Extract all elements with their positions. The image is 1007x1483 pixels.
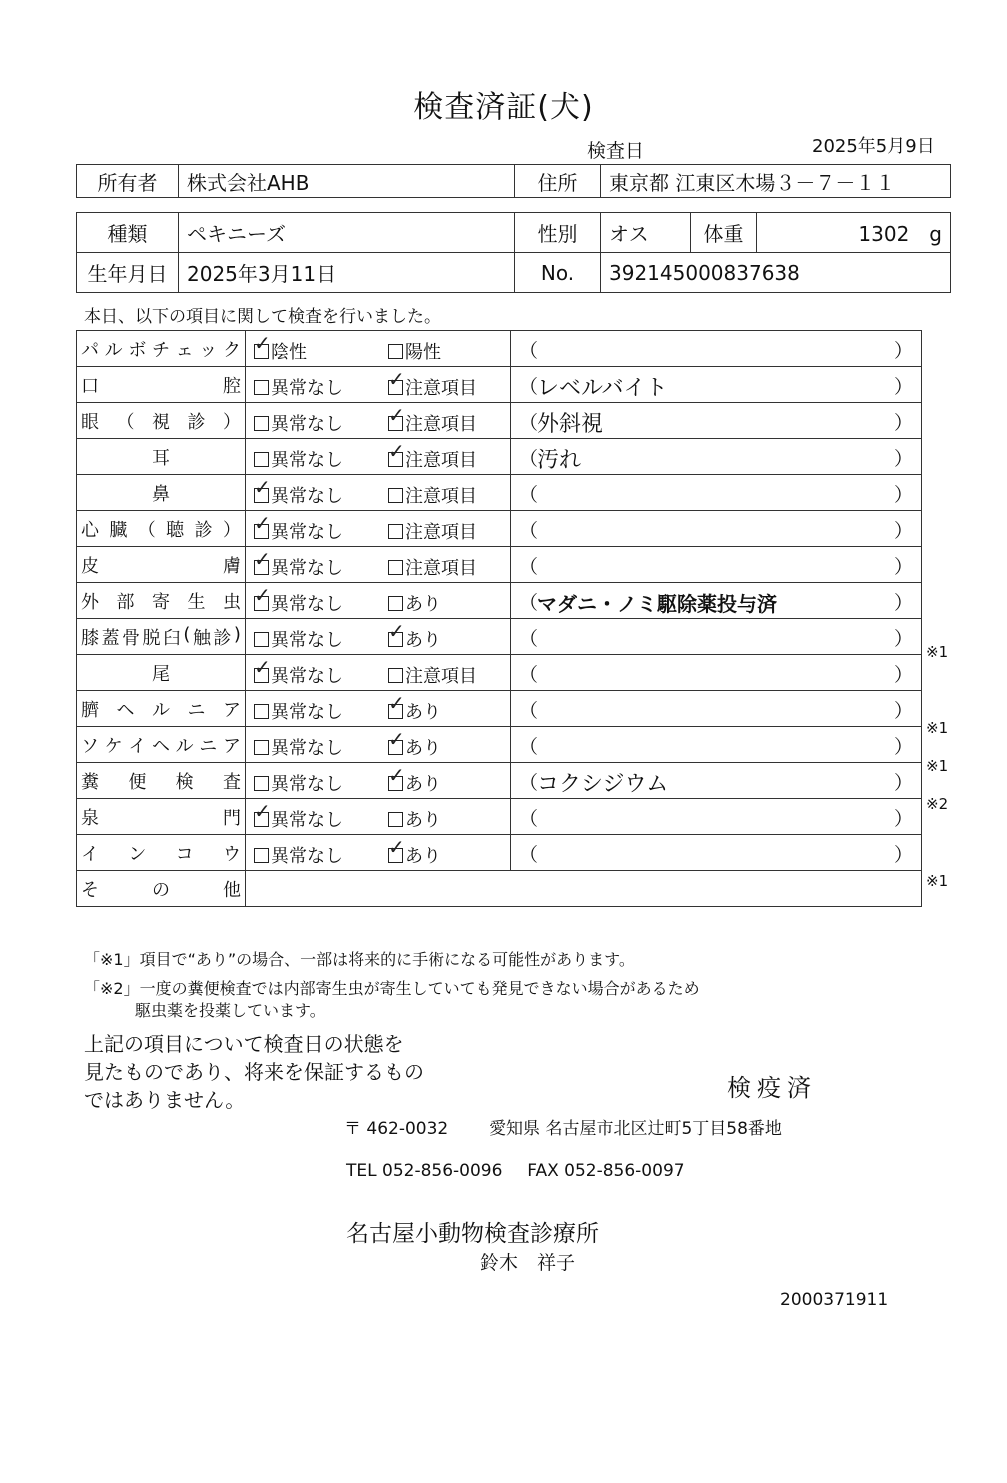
checked-checkbox-icon	[254, 798, 271, 827]
exam-item-name	[77, 655, 246, 691]
checkbox-icon	[388, 488, 403, 503]
checkbox-icon	[388, 668, 403, 683]
exam-row	[77, 619, 922, 655]
exam-item-label: 尾	[152, 663, 170, 685]
exam-note	[511, 403, 922, 439]
option-label: 注意項目	[405, 414, 477, 435]
close-paren: ）	[893, 556, 913, 578]
option-attention	[388, 834, 441, 868]
exam-options	[246, 439, 511, 475]
exam-note	[511, 727, 922, 763]
check-mark-icon: ✓	[388, 762, 405, 787]
option-label: 異常なし	[271, 738, 343, 759]
check-mark-icon: ✓	[254, 330, 271, 355]
option-label: 異常なし	[271, 522, 343, 543]
exam-row	[77, 799, 922, 835]
option-attention	[388, 726, 441, 760]
exam-row	[77, 727, 922, 763]
exam-options	[246, 511, 511, 547]
exam-note	[511, 367, 922, 403]
checkbox-icon	[388, 344, 403, 359]
option-normal	[254, 374, 343, 400]
checked-checkbox-icon	[388, 438, 405, 467]
exam-note-text: 汚れ	[537, 448, 582, 473]
checkbox-icon	[254, 416, 269, 431]
check-mark-icon: ✓	[388, 438, 405, 463]
clinic-contact-line	[346, 1161, 685, 1181]
exam-item-label: 糞 便 検 査	[81, 771, 241, 793]
exam-item-name	[77, 367, 246, 403]
exam-options	[246, 475, 511, 511]
exam-row	[77, 763, 922, 799]
option-normal	[254, 734, 343, 760]
clinic-tel: TEL 052-856-0096	[346, 1161, 503, 1181]
option-label: 注意項目	[405, 522, 477, 543]
serial-number: 2000371911	[780, 1290, 889, 1310]
exam-note	[511, 655, 922, 691]
open-paren: （	[519, 628, 539, 650]
option-label: 異常なし	[271, 558, 343, 579]
exam-item-label: 心 臓 （ 聴 診 ）	[81, 519, 241, 541]
option-label: 異常なし	[271, 450, 343, 471]
no-label: No.	[515, 253, 601, 293]
open-paren: （	[519, 808, 539, 830]
exam-item-label: 膝 蓋 骨 脱 臼 ( 触 診 )	[81, 623, 241, 649]
option-attention	[388, 662, 477, 688]
exam-options	[246, 727, 511, 763]
close-paren: ）	[893, 592, 913, 614]
checked-checkbox-icon	[254, 582, 271, 611]
exam-note-text: コクシジウム	[537, 772, 669, 797]
exam-item-name	[77, 871, 246, 907]
open-paren: （	[519, 772, 539, 794]
open-paren: （	[519, 664, 539, 686]
check-mark-icon: ✓	[388, 690, 405, 715]
option-attention	[388, 618, 441, 652]
checkbox-icon	[388, 560, 403, 575]
option-label: あり	[405, 774, 441, 795]
exam-date-label: 検査日	[587, 140, 645, 162]
option-label: 異常なし	[271, 774, 343, 795]
open-paren: （	[519, 376, 539, 398]
address-label: 住所	[515, 165, 601, 198]
checked-checkbox-icon	[388, 834, 405, 863]
exam-note	[511, 547, 922, 583]
exam-row	[77, 367, 922, 403]
exam-note	[511, 331, 922, 367]
close-paren: ）	[893, 340, 913, 362]
exam-options	[246, 331, 511, 367]
option-attention	[388, 762, 441, 796]
exam-row	[77, 691, 922, 727]
exam-item-label: 鼻	[152, 483, 170, 505]
exam-note-text: レベルバイト	[537, 376, 668, 401]
exam-item-label: 臍 ヘ ル ニ ア	[81, 699, 241, 721]
option-normal	[254, 626, 343, 652]
open-paren: （	[519, 844, 539, 866]
footnote-mark: ※1	[926, 642, 949, 661]
exam-other-cell	[246, 871, 922, 907]
option-normal	[254, 446, 343, 472]
exam-row	[77, 439, 922, 475]
owner-label: 所有者	[77, 165, 179, 198]
no-value: 392145000837638	[601, 253, 951, 293]
exam-note	[511, 691, 922, 727]
checked-checkbox-icon	[388, 726, 405, 755]
option-label: 注意項目	[405, 450, 477, 471]
disclaimer	[84, 1030, 424, 1114]
exam-item-label: そ の 他	[81, 879, 241, 901]
birth-label: 生年月日	[77, 253, 179, 293]
checked-checkbox-icon	[388, 366, 405, 395]
address-value: 東京都 江東区木場３－７－１１	[601, 165, 951, 198]
document-title: 検査済証(犬)	[413, 90, 594, 125]
checkbox-icon	[254, 848, 269, 863]
exam-options	[246, 763, 511, 799]
option-attention	[388, 590, 441, 616]
option-label: 異常なし	[271, 594, 343, 615]
open-paren: （	[519, 592, 539, 614]
option-label: 注意項目	[405, 558, 477, 579]
close-paren: ）	[893, 700, 913, 722]
exam-options	[246, 691, 511, 727]
breed-value: ペキニーズ	[179, 213, 515, 253]
owner-table	[76, 164, 951, 198]
pet-table	[76, 212, 951, 293]
exam-note	[511, 439, 922, 475]
checked-checkbox-icon	[254, 330, 271, 359]
open-paren: （	[519, 484, 539, 506]
exam-row	[77, 655, 922, 691]
option-label: あり	[405, 810, 441, 831]
option-normal	[254, 770, 343, 796]
clinic-address: 愛知県 名古屋市北区辻町5丁目58番地	[489, 1119, 782, 1139]
open-paren: （	[519, 340, 539, 362]
checkbox-icon	[388, 596, 403, 611]
close-paren: ）	[893, 844, 913, 866]
exam-options	[246, 403, 511, 439]
check-mark-icon: ✓	[254, 546, 271, 571]
close-paren: ）	[893, 412, 913, 434]
option-label: 注意項目	[405, 666, 477, 687]
disclaimer-line: 上記の項目について検査日の状態を	[84, 1032, 404, 1056]
exam-options	[246, 655, 511, 691]
option-label: 陰性	[271, 342, 307, 363]
exam-options	[246, 583, 511, 619]
checkbox-icon	[254, 776, 269, 791]
option-label: 異常なし	[271, 486, 343, 507]
clinic-fax: FAX 052-856-0097	[527, 1161, 685, 1181]
checkbox-icon	[254, 380, 269, 395]
option-label: 陽性	[405, 342, 441, 363]
checked-checkbox-icon	[388, 402, 405, 431]
close-paren: ）	[893, 736, 913, 758]
close-paren: ）	[893, 448, 913, 470]
option-attention	[388, 690, 441, 724]
exam-item-label: 耳	[152, 447, 170, 469]
checked-checkbox-icon	[388, 690, 405, 719]
clinic-name: 名古屋小動物検査診療所	[346, 1221, 599, 1247]
exam-item-label: 口 腔	[81, 375, 241, 397]
exam-row	[77, 547, 922, 583]
exam-item-label: パ ル ボ チ ェ ッ ク	[81, 339, 241, 361]
exam-item-label: 皮 膚	[81, 555, 241, 577]
option-normal	[254, 546, 343, 580]
option-label: 異常なし	[271, 810, 343, 831]
exam-item-label: イ ン コ ウ	[81, 843, 241, 865]
close-paren: ）	[893, 664, 913, 686]
footnote-mark: ※1	[926, 757, 949, 776]
exam-note-text: 外斜視	[537, 412, 604, 437]
exam-item-name	[77, 403, 246, 439]
option-label: あり	[405, 738, 441, 759]
open-paren: （	[519, 556, 539, 578]
exam-item-name	[77, 439, 246, 475]
open-paren: （	[519, 700, 539, 722]
exam-item-name	[77, 331, 246, 367]
footnote-2-line-2: 駆虫薬を投薬しています。	[135, 1001, 326, 1020]
disclaimer-line: ではありません。	[84, 1088, 246, 1112]
option-label: 異常なし	[271, 846, 343, 867]
option-normal	[254, 798, 343, 832]
exam-row	[77, 331, 922, 367]
exam-note	[511, 511, 922, 547]
option-attention	[388, 518, 477, 544]
exam-item-name	[77, 691, 246, 727]
option-normal	[254, 510, 343, 544]
exam-options	[246, 799, 511, 835]
weight-value: 1302 g	[757, 213, 951, 253]
footnote-mark: ※1	[926, 719, 949, 737]
vet-name: 鈴木 祥子	[480, 1252, 576, 1274]
check-mark-icon: ✓	[388, 366, 405, 391]
checkbox-icon	[388, 524, 403, 539]
check-mark-icon: ✓	[254, 510, 271, 535]
close-paren: ）	[893, 520, 913, 542]
check-mark-icon: ✓	[254, 582, 271, 607]
exam-row	[77, 583, 922, 619]
checkbox-icon	[254, 740, 269, 755]
close-paren: ）	[893, 808, 913, 830]
checked-checkbox-icon	[388, 618, 405, 647]
exam-row	[77, 403, 922, 439]
owner-value: 株式会社AHB	[179, 165, 515, 198]
intro-text: 本日、以下の項目に関して検査を行いました。	[84, 307, 441, 327]
postal-code: 〒 462-0032	[344, 1119, 449, 1139]
close-paren: ）	[893, 484, 913, 506]
open-paren: （	[519, 448, 539, 470]
option-attention	[388, 366, 477, 400]
exam-table	[76, 330, 922, 907]
option-normal	[254, 654, 343, 688]
option-label: 異常なし	[271, 630, 343, 651]
exam-item-label: 眼 （ 視 診 ）	[81, 411, 241, 433]
exam-note	[511, 583, 922, 619]
sex-value: オス	[601, 213, 691, 253]
exam-note-text: マダニ・ノミ駆除薬投与済	[537, 592, 777, 616]
exam-item-name	[77, 763, 246, 799]
exam-note	[511, 799, 922, 835]
footnote-mark: ※2	[926, 795, 949, 814]
footnote-mark: ※1	[926, 871, 949, 890]
option-normal	[254, 330, 307, 364]
exam-options	[246, 619, 511, 655]
open-paren: （	[519, 520, 539, 542]
breed-label: 種類	[77, 213, 179, 253]
close-paren: ）	[893, 628, 913, 650]
option-label: あり	[405, 630, 441, 651]
option-label: 注意項目	[405, 486, 477, 507]
exam-item-name	[77, 475, 246, 511]
close-paren: ）	[893, 772, 913, 794]
footnote-1: 「※1」項目で“あり”の場合、一部は将来的に手術になる可能性があります。	[84, 950, 635, 969]
checkbox-icon	[254, 632, 269, 647]
check-mark-icon: ✓	[388, 402, 405, 427]
disclaimer-line: 見たものであり、将来を保証するもの	[84, 1060, 424, 1084]
exam-date-value: 2025年5月9日	[812, 136, 935, 157]
option-attention	[388, 338, 441, 364]
option-attention	[388, 806, 441, 832]
exam-item-label: 泉 門	[81, 807, 241, 829]
open-paren: （	[519, 736, 539, 758]
check-mark-icon: ✓	[254, 654, 271, 679]
close-paren: ）	[893, 376, 913, 398]
checked-checkbox-icon	[254, 654, 271, 683]
exam-options	[246, 367, 511, 403]
check-mark-icon: ✓	[254, 798, 271, 823]
option-label: 異常なし	[271, 702, 343, 723]
weight-label: 体重	[691, 213, 757, 253]
checked-checkbox-icon	[254, 474, 271, 503]
option-normal	[254, 410, 343, 436]
option-label: 注意項目	[405, 378, 477, 399]
option-normal	[254, 474, 343, 508]
exam-row	[77, 835, 922, 871]
checkbox-icon	[388, 812, 403, 827]
exam-options	[246, 547, 511, 583]
checked-checkbox-icon	[254, 546, 271, 575]
option-label: あり	[405, 594, 441, 615]
birth-value: 2025年3月11日	[179, 253, 515, 293]
exam-item-name	[77, 727, 246, 763]
exam-item-name	[77, 583, 246, 619]
open-paren: （	[519, 412, 539, 434]
checkbox-icon	[254, 452, 269, 467]
exam-item-label: 外 部 寄 生 虫	[81, 591, 241, 613]
exam-note	[511, 475, 922, 511]
exam-options	[246, 835, 511, 871]
exam-item-name	[77, 547, 246, 583]
option-attention	[388, 402, 477, 436]
option-label: あり	[405, 702, 441, 723]
exam-row	[77, 511, 922, 547]
exam-item-name	[77, 511, 246, 547]
option-attention	[388, 482, 477, 508]
check-mark-icon: ✓	[254, 474, 271, 499]
clinic-address-line	[344, 1114, 782, 1139]
check-mark-icon: ✓	[388, 618, 405, 643]
exam-item-name	[77, 619, 246, 655]
checked-checkbox-icon	[388, 762, 405, 791]
sex-label: 性別	[515, 213, 601, 253]
option-attention	[388, 554, 477, 580]
exam-item-name	[77, 835, 246, 871]
check-mark-icon: ✓	[388, 726, 405, 751]
check-mark-icon: ✓	[388, 834, 405, 859]
exam-note	[511, 763, 922, 799]
exam-row	[77, 475, 922, 511]
option-normal	[254, 582, 343, 616]
option-normal	[254, 842, 343, 868]
exam-item-name	[77, 799, 246, 835]
option-normal	[254, 698, 343, 724]
option-label: 異常なし	[271, 414, 343, 435]
option-attention	[388, 438, 477, 472]
option-label: あり	[405, 846, 441, 867]
exam-note	[511, 619, 922, 655]
exam-row	[77, 871, 922, 907]
option-label: 異常なし	[271, 666, 343, 687]
option-label: 異常なし	[271, 378, 343, 399]
checkbox-icon	[254, 704, 269, 719]
footnote-2-line-1: 「※2」一度の糞便検査では内部寄生虫が寄生していても発見できない場合があるため	[84, 979, 700, 998]
exam-note	[511, 835, 922, 871]
checked-checkbox-icon	[254, 510, 271, 539]
exam-item-label: ソ ケ イ ヘ ル ニ ア	[81, 735, 241, 757]
quarantine-stamp-text: 検疫済	[727, 1074, 817, 1102]
